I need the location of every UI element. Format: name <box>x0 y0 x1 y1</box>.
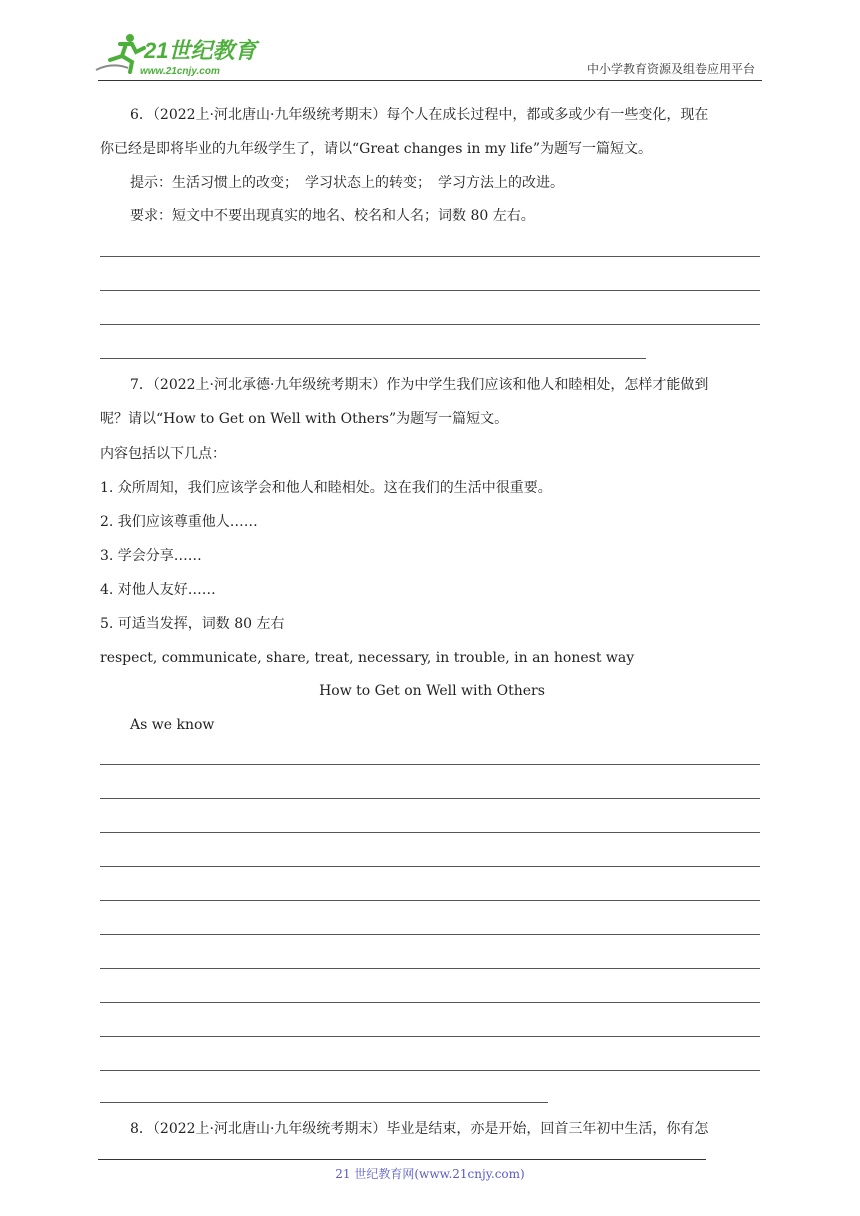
q6-requirements: 要求：短文中不要出现真实的地名、校名和人名；词数 80 左右。 <box>130 208 535 224</box>
q8-line-1: 8．（2022上·河北唐山·九年级统考期末）毕业是结束，亦是开始，回首三年初中生活，你有怎 <box>130 1121 709 1137</box>
writing-line <box>100 798 760 799</box>
writing-line <box>100 256 760 257</box>
logo-url-text: www.21cnjy.com <box>140 66 220 77</box>
writing-line <box>100 764 760 765</box>
writing-line <box>100 832 760 833</box>
writing-line <box>100 968 760 969</box>
writing-line <box>100 866 760 867</box>
runner-logo-icon <box>92 30 262 80</box>
q7-intro: 内容包括以下几点： <box>100 446 226 462</box>
footer-divider <box>98 1159 706 1160</box>
q7-title: How to Get on Well with Others <box>319 683 545 699</box>
logo-main-text: 21世纪教育 <box>144 38 257 63</box>
writing-line <box>100 900 760 901</box>
writing-line <box>100 358 646 359</box>
q6-line-2: 你已经是即将毕业的九年级学生了，请以“Great changes in my life”为题写一篇短文。 <box>100 141 653 157</box>
q6-tips: 提示：生活习惯上的改变； 学习状态上的转变； 学习方法上的改进。 <box>130 175 564 191</box>
q7-start: As we know <box>130 717 215 733</box>
writing-line <box>100 1002 760 1003</box>
q7-point: 2. 我们应该尊重他人…… <box>100 514 258 530</box>
writing-line <box>100 1102 548 1103</box>
site-logo <box>92 30 262 80</box>
header-divider <box>98 80 762 81</box>
writing-line <box>100 290 760 291</box>
page-header <box>0 0 860 84</box>
writing-line <box>100 934 760 935</box>
q7-point: 3. 学会分享…… <box>100 548 202 564</box>
q7-words: respect, communicate, share, treat, necessary, in trouble, in an honest way <box>100 650 635 666</box>
q6-line-1: 6．（2022上·河北唐山·九年级统考期末）每个人在成长过程中，都或多或少有一些变化，现在 <box>130 107 709 123</box>
q7-line-2: 呢？请以“How to Get on Well with Others”为题写一篇短文。 <box>100 411 509 427</box>
page-footer: 21 世纪教育网(www.21cnjy.com) <box>335 1167 525 1181</box>
q7-point: 5. 可适当发挥，词数 80 左右 <box>100 616 285 632</box>
q7-point: 1. 众所周知，我们应该学会和他人和睦相处。这在我们的生活中很重要。 <box>100 480 552 496</box>
writing-line <box>100 1070 760 1071</box>
q7-line-1: 7．（2022上·河北承德·九年级统考期末）作为中学生我们应该和他人和睦相处，怎样才能做到 <box>130 377 709 393</box>
writing-line <box>100 1036 760 1037</box>
platform-name: 中小学教育资源及组卷应用平台 <box>586 62 755 76</box>
writing-line <box>100 324 760 325</box>
q7-point: 4. 对他人友好…… <box>100 582 216 598</box>
